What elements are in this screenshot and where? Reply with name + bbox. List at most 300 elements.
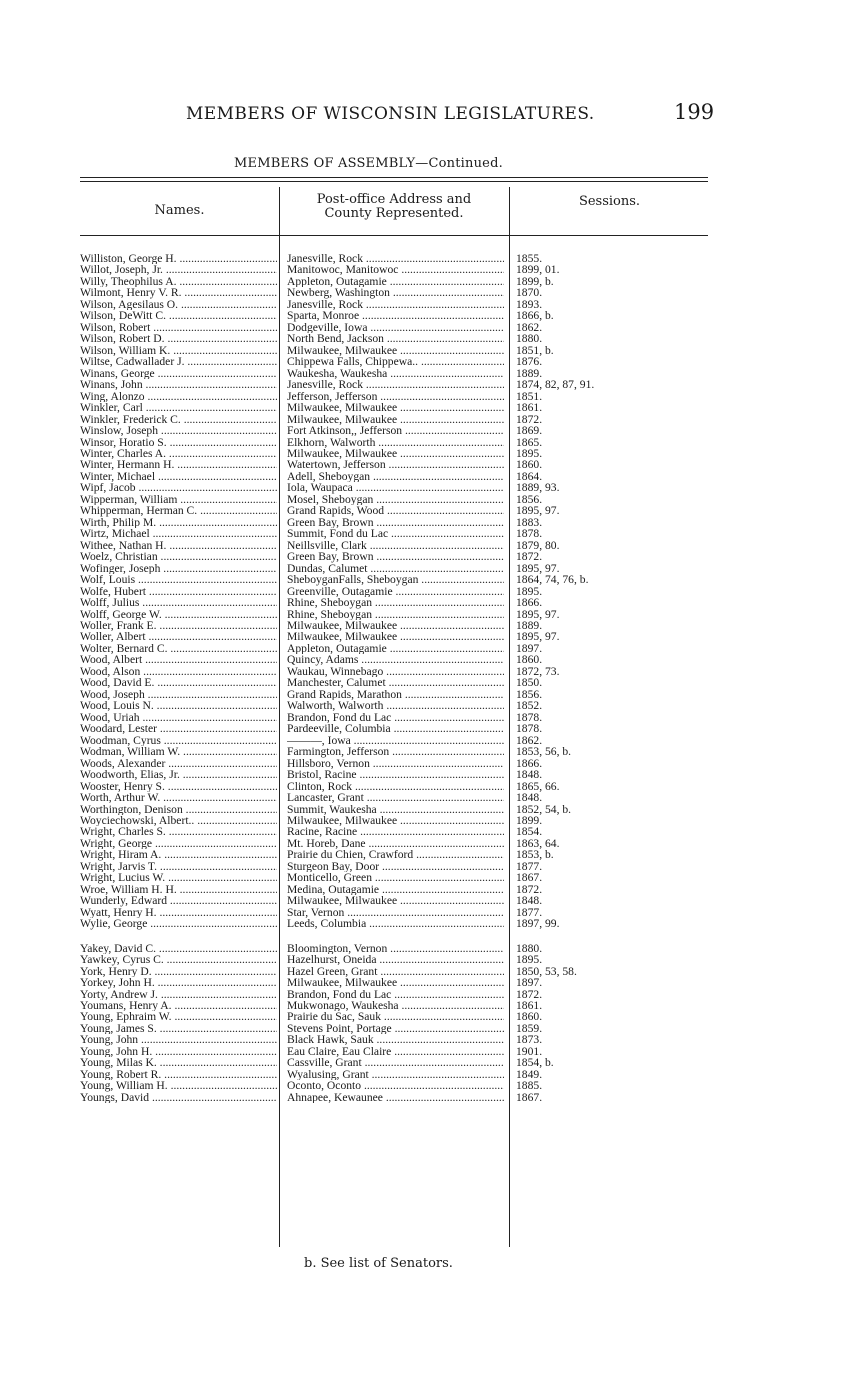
member-sessions: 1867. [516, 1091, 543, 1104]
member-address: Waukesha, Waukesha ..... [287, 368, 504, 379]
member-sessions: 1879, 80. [516, 539, 560, 552]
member-address: North Bend, Jackson ..... [287, 333, 504, 344]
table-row [80, 379, 700, 390]
member-sessions: 1895, 97. [516, 505, 560, 517]
table-row [80, 804, 700, 815]
member-sessions: 1870. [516, 287, 543, 299]
table-row [80, 872, 700, 883]
member-sessions: 1869. [516, 425, 543, 437]
table-row [80, 954, 700, 965]
member-name: Yorty, Andrew J. ..... [80, 989, 277, 1000]
table-row [80, 989, 700, 1000]
member-sessions: 1895. [516, 585, 543, 598]
member-name: Wofinger, Joseph ..... [80, 563, 277, 574]
table-row [80, 391, 700, 402]
table-row [80, 1034, 700, 1045]
member-sessions: 1883. [516, 516, 543, 529]
member-name: Winter, Michael ..... [80, 471, 277, 482]
member-sessions: 1852. [516, 700, 543, 712]
member-address: Sparta, Monroe ..... [287, 310, 504, 321]
member-address: Manitowoc, Manitowoc ..... [287, 264, 504, 275]
member-name: Wood, David E. ..... [80, 677, 277, 688]
table-row [80, 287, 700, 298]
member-address: Appleton, Outagamie ..... [287, 276, 504, 287]
member-address: Star, Vernon ..... [287, 907, 504, 918]
member-address: Sturgeon Bay, Door ..... [287, 861, 504, 872]
member-name: Wood, Louis N. ..... [80, 700, 277, 711]
member-name: Young, James S. ..... [80, 1023, 277, 1034]
table-row [80, 1000, 700, 1011]
table-row [80, 966, 700, 977]
member-sessions: 1867. [516, 872, 543, 884]
member-name: Wodman, William W. ..... [80, 746, 277, 757]
member-name: Wyatt, Henry H. ..... [80, 907, 277, 918]
member-sessions: 1848. [516, 895, 543, 907]
running-head [0, 100, 859, 128]
member-name: Winkler, Carl ..... [80, 402, 277, 413]
member-address: Iola, Waupaca ..... [287, 482, 504, 493]
table-row [80, 631, 700, 642]
member-name: Winans, John ..... [80, 379, 277, 390]
member-sessions: 1848. [516, 792, 543, 804]
member-address: Rhine, Sheboygan ..... [287, 609, 504, 620]
table-row [80, 322, 700, 333]
table-row [80, 792, 700, 803]
member-sessions: 1893. [516, 298, 543, 311]
member-address: Prairie du Chien, Crawford ..... [287, 849, 504, 860]
column-header-address [281, 193, 507, 221]
member-address: Janesville, Rock ..... [287, 253, 504, 264]
member-address: Milwaukee, Milwaukee ..... [287, 402, 504, 413]
member-name: Wolf, Louis ..... [80, 574, 277, 585]
member-name: Youngs, David ..... [80, 1092, 277, 1103]
table-row [80, 977, 700, 988]
member-sessions: 1895, 97. [516, 631, 560, 643]
member-name: Yakey, David C. ..... [80, 943, 277, 954]
member-address: Eau Claire, Eau Claire ..... [287, 1046, 504, 1057]
member-sessions: 1899, b. [516, 275, 554, 288]
member-address: Quincy, Adams ..... [287, 654, 504, 665]
table-row [80, 540, 700, 551]
member-address: Grand Rapids, Marathon ..... [287, 689, 504, 700]
member-name: Wolff, Julius ..... [80, 597, 277, 608]
member-sessions: 1895. [516, 954, 543, 966]
member-sessions: 1889. [516, 367, 543, 380]
member-name: Worth, Arthur W. ..... [80, 792, 277, 803]
member-address: Milwaukee, Milwaukee ..... [287, 977, 504, 988]
member-name: Wright, George ..... [80, 838, 277, 849]
member-address: Grand Rapids, Wood ..... [287, 505, 504, 516]
member-address: Wyalusing, Grant ..... [287, 1069, 504, 1080]
table-row [80, 620, 700, 631]
member-sessions: 1854. [516, 826, 543, 838]
member-sessions: 1860. [516, 1011, 543, 1023]
member-name: Winter, Charles A. ..... [80, 448, 277, 459]
member-name: Youmans, Henry A. ..... [80, 1000, 277, 1011]
member-sessions: 1851. [516, 390, 543, 403]
member-sessions: 1851, b. [516, 344, 554, 357]
member-address: Stevens Point, Portage ..... [287, 1023, 504, 1034]
table-row [80, 769, 700, 780]
table-row [80, 666, 700, 677]
member-name: Wright, Lucius W. ..... [80, 872, 277, 883]
member-name: Wooster, Henry S. ..... [80, 781, 277, 792]
member-address: Milwaukee, Milwaukee ..... [287, 895, 504, 906]
top-rule [80, 177, 708, 178]
member-address: Waukau, Winnebago ..... [287, 666, 504, 677]
table-row [80, 943, 700, 954]
member-sessions: 1878. [516, 528, 543, 540]
table-row [80, 1057, 700, 1068]
member-address: Oconto, Oconto ..... [287, 1080, 504, 1091]
member-name: Young, Robert R. ..... [80, 1069, 277, 1080]
member-sessions: 1874, 82, 87, 91. [516, 379, 595, 391]
page-number: 199 [674, 100, 715, 124]
member-sessions: 1877. [516, 860, 543, 873]
table-row [80, 471, 700, 482]
member-sessions: 1895. [516, 447, 543, 460]
member-sessions: 1849. [516, 1068, 543, 1081]
member-address: Janesville, Rock ..... [287, 379, 504, 390]
member-address: Medina, Outagamie ..... [287, 884, 504, 895]
member-name: Wilmont, Henry V. R. ..... [80, 287, 277, 298]
member-sessions: 1848. [516, 769, 543, 781]
member-name: Willot, Joseph, Jr. ..... [80, 264, 277, 275]
member-name: Young, John H. ..... [80, 1046, 277, 1057]
table-row [80, 528, 700, 539]
table-row [80, 517, 700, 528]
member-address: Milwaukee, Milwaukee ..... [287, 345, 504, 356]
top-rule-2 [80, 181, 708, 182]
member-name: Woodman, Cyrus ..... [80, 735, 277, 746]
table-row [80, 1069, 700, 1080]
table-row [80, 1080, 700, 1091]
member-address: Lancaster, Grant ..... [287, 792, 504, 803]
member-sessions: 1854, b. [516, 1057, 554, 1069]
member-name: Wright, Hiram A. ..... [80, 849, 277, 860]
member-address: Elkhorn, Walworth ..... [287, 437, 504, 448]
member-sessions: 1878. [516, 723, 543, 735]
table-row [80, 448, 700, 459]
member-name: Young, Milas K. ..... [80, 1057, 277, 1068]
member-address: Leeds, Columbia ..... [287, 918, 504, 929]
member-name: Woller, Frank E. ..... [80, 620, 277, 631]
table-row [80, 1011, 700, 1022]
member-address: Walworth, Walworth ..... [287, 700, 504, 711]
member-name: Wirth, Philip M. ..... [80, 517, 277, 528]
table-row [80, 735, 700, 746]
member-sessions: 1864. [516, 470, 543, 483]
member-name: Wilson, DeWitt C. ..... [80, 310, 277, 321]
table-row [80, 368, 700, 379]
table-row [80, 264, 700, 275]
table-row [80, 356, 700, 367]
member-sessions: 1880. [516, 942, 543, 955]
member-address: Brandon, Fond du Lac ..... [287, 712, 504, 723]
table-row [80, 838, 700, 849]
member-sessions: 1899, 01. [516, 264, 560, 276]
table-row [80, 299, 700, 310]
member-address: Bloomington, Vernon ..... [287, 943, 504, 954]
table-row [80, 253, 700, 264]
member-name: Woods, Alexander ..... [80, 758, 277, 769]
column-header-names: Names. [154, 203, 205, 218]
member-address: Fort Atkinson,, Jefferson ..... [287, 425, 504, 436]
column-header-address-line2: County Represented. [324, 206, 464, 221]
member-name: Wilson, Agesilaus O. ..... [80, 299, 277, 310]
member-name: Wolfe, Hubert ..... [80, 586, 277, 597]
member-address: Jefferson, Jefferson ..... [287, 391, 504, 402]
member-address: Hazelhurst, Oneida ..... [287, 954, 504, 965]
member-sessions: 1862. [516, 734, 543, 747]
member-sessions: 1856. [516, 493, 543, 506]
table-row [80, 918, 700, 929]
table-row [80, 551, 700, 562]
member-address: Mosel, Sheboygan ..... [287, 494, 504, 505]
member-name: Wipf, Jacob ..... [80, 482, 277, 493]
table-row [80, 1092, 700, 1103]
member-name: Wood, Joseph ..... [80, 689, 277, 700]
member-name: Young, William H. ..... [80, 1080, 277, 1091]
table-row [80, 643, 700, 654]
member-sessions: 1861. [516, 402, 543, 414]
table-row [80, 345, 700, 356]
member-name: Wilson, Robert D. ..... [80, 333, 277, 344]
member-sessions: 1865. [516, 436, 543, 448]
footnote: b. See list of Senators. [304, 1256, 453, 1271]
member-name: Woodard, Lester ..... [80, 723, 277, 734]
table-row [80, 574, 700, 585]
table-row [80, 276, 700, 287]
member-sessions: 1852, 54, b. [516, 803, 572, 815]
member-address: Milwaukee, Milwaukee ..... [287, 620, 504, 631]
member-name: Wroe, William H. H. ..... [80, 884, 277, 895]
table-row [80, 861, 700, 872]
member-address: Neillsville, Clark ..... [287, 540, 504, 551]
member-sessions: 1853, 56, b. [516, 746, 572, 758]
table-row [80, 494, 700, 505]
header-bottom-rule [80, 235, 708, 236]
member-address: Manchester, Calumet ..... [287, 677, 504, 688]
table-row [80, 723, 700, 734]
member-sessions: 1897, 99. [516, 918, 560, 930]
member-address: Dodgeville, Iowa ..... [287, 322, 504, 333]
member-sessions: 1872. [516, 413, 543, 426]
member-name: Wirtz, Michael ..... [80, 528, 277, 539]
member-address: Clinton, Rock ..... [287, 781, 504, 792]
member-name: Wunderly, Edward ..... [80, 895, 277, 906]
member-name: Wing, Alonzo ..... [80, 391, 277, 402]
table-row [80, 746, 700, 757]
column-header-address-line1: Post-office Address and [316, 192, 472, 207]
member-sessions: 1861. [516, 1000, 543, 1012]
member-address: Prairie du Sac, Sauk ..... [287, 1011, 504, 1022]
member-address: Hazel Green, Grant ..... [287, 966, 504, 977]
member-sessions: 1895, 97. [516, 562, 560, 575]
member-sessions: 1850. [516, 677, 543, 689]
member-name: Wipperman, William ..... [80, 494, 277, 505]
member-address: Green Bay, Brown ..... [287, 551, 504, 562]
member-table-body [80, 253, 700, 1103]
table-row [80, 815, 700, 826]
member-sessions: 1866, b. [516, 310, 554, 322]
table-row [80, 505, 700, 516]
member-name: Woller, Albert ..... [80, 631, 277, 642]
member-address: Appleton, Outagamie ..... [287, 643, 504, 654]
member-sessions: 1885. [516, 1080, 543, 1092]
member-address: Hillsboro, Vernon ..... [287, 758, 504, 769]
member-address: Janesville, Rock ..... [287, 299, 504, 310]
member-address: Bristol, Racine ..... [287, 769, 504, 780]
member-address: Watertown, Jefferson ..... [287, 459, 504, 470]
member-name: Wilson, William K. ..... [80, 345, 277, 356]
member-name: Williston, George H. ..... [80, 253, 277, 264]
member-sessions: 1860. [516, 654, 543, 666]
table-row [80, 609, 700, 620]
table-row [80, 333, 700, 344]
member-sessions: 1889. [516, 620, 543, 632]
table-row [80, 826, 700, 837]
member-name: Withee, Nathan H. ..... [80, 540, 277, 551]
member-address: Dundas, Calumet ..... [287, 563, 504, 574]
member-address: SheboyganFalls, Sheboygan ..... [287, 574, 504, 585]
table-row [80, 712, 700, 723]
member-sessions: 1899. [516, 814, 543, 827]
member-sessions: 1897. [516, 642, 543, 655]
table-row [80, 437, 700, 448]
member-name: Young, Ephraim W. ..... [80, 1011, 277, 1022]
member-sessions: 1872. [516, 988, 543, 1000]
table-row [80, 310, 700, 321]
table-row [80, 459, 700, 470]
section-title: MEMBERS OF ASSEMBLY—Continued. [234, 156, 503, 171]
member-address: Milwaukee, Milwaukee ..... [287, 815, 504, 826]
table-row [80, 1023, 700, 1034]
member-address: Cassville, Grant ..... [287, 1057, 504, 1068]
member-address: Chippewa Falls, Chippewa.. ..... [287, 356, 504, 367]
member-sessions: 1880. [516, 333, 543, 345]
member-address: Milwaukee, Milwaukee ..... [287, 414, 504, 425]
table-row [80, 402, 700, 413]
member-address: Mukwonago, Waukesha ..... [287, 1000, 504, 1011]
member-sessions: 1855. [516, 253, 543, 265]
member-name: Yorkey, John H. ..... [80, 977, 277, 988]
member-sessions: 1895, 97. [516, 608, 560, 620]
member-address: Milwaukee, Milwaukee ..... [287, 448, 504, 459]
member-sessions: 1865, 66. [516, 780, 560, 793]
member-address: Greenville, Outagamie ..... [287, 586, 504, 597]
member-sessions: 1866. [516, 597, 543, 609]
member-address: Newberg, Washington ..... [287, 287, 504, 298]
member-address: Black Hawk, Sauk ..... [287, 1034, 504, 1045]
table-row [80, 884, 700, 895]
member-name: Whipperman, Herman C. ..... [80, 505, 277, 516]
member-sessions: 1853, b. [516, 849, 554, 861]
member-name: Wright, Jarvis T. ..... [80, 861, 277, 872]
member-address: Racine, Racine ..... [287, 826, 504, 837]
member-sessions: 1876. [516, 356, 543, 368]
member-address: Pardeeville, Columbia ..... [287, 723, 504, 734]
table-row [80, 758, 700, 769]
table-row [80, 781, 700, 792]
member-name: Winsor, Horatio S. ..... [80, 437, 277, 448]
member-name: Wolter, Bernard C. ..... [80, 643, 277, 654]
member-sessions: 1872, 73. [516, 665, 560, 678]
member-address: Farmington, Jefferson ..... [287, 746, 504, 757]
member-address: Rhine, Sheboygan ..... [287, 597, 504, 608]
member-name: Winslow, Joseph ..... [80, 425, 277, 436]
member-address: Mt. Horeb, Dane ..... [287, 838, 504, 849]
member-sessions: 1878. [516, 711, 543, 724]
member-name: Wylie, George ..... [80, 918, 277, 929]
member-name: Young, John ..... [80, 1034, 277, 1045]
member-name: Winter, Hermann H. ..... [80, 459, 277, 470]
member-address: Green Bay, Brown ..... [287, 517, 504, 528]
member-sessions: 1872. [516, 883, 543, 896]
member-name: York, Henry D. ..... [80, 966, 277, 977]
member-name: Woodworth, Elias, Jr. ..... [80, 769, 277, 780]
member-address: Ahnapee, Kewaunee ..... [287, 1092, 504, 1103]
member-address: Monticello, Green ..... [287, 872, 504, 883]
member-address: Adell, Sheboygan ..... [287, 471, 504, 482]
member-name: Wood, Uriah ..... [80, 712, 277, 723]
member-sessions: 1863, 64. [516, 837, 560, 850]
table-row [80, 563, 700, 574]
table-row [80, 849, 700, 860]
member-name: Worthington, Denison ..... [80, 804, 277, 815]
member-address: Milwaukee, Milwaukee ..... [287, 631, 504, 642]
member-name: Wolff, George W. ..... [80, 609, 277, 620]
member-name: Wilson, Robert ..... [80, 322, 277, 333]
member-sessions: 1864, 74, 76, b. [516, 574, 589, 586]
member-name: Woyciechowski, Albert.. ..... [80, 815, 277, 826]
member-address: Summit, Waukesha ..... [287, 804, 504, 815]
member-sessions: 1866. [516, 757, 543, 770]
member-sessions: 1897. [516, 977, 543, 989]
member-address: Brandon, Fond du Lac ..... [287, 989, 504, 1000]
member-sessions: 1872. [516, 551, 543, 563]
table-row [80, 1046, 700, 1057]
table-row [80, 907, 700, 918]
member-address: Summit, Fond du Lac ..... [287, 528, 504, 539]
member-sessions: 1889, 93. [516, 482, 560, 494]
member-name: Winans, George ..... [80, 368, 277, 379]
member-name: Woelz, Christian ..... [80, 551, 277, 562]
member-sessions: 1901. [516, 1045, 543, 1058]
table-row [80, 597, 700, 608]
member-name: Wood, Albert ..... [80, 654, 277, 665]
member-name: Yawkey, Cyrus C. ..... [80, 954, 277, 965]
member-name: Willy, Theophilus A. ..... [80, 276, 277, 287]
member-name: Wood, Alson ..... [80, 666, 277, 677]
member-sessions: 1859. [516, 1022, 543, 1035]
member-address: ———, Iowa ..... [287, 735, 504, 746]
table-row [80, 654, 700, 665]
running-title: MEMBERS OF WISCONSIN LEGISLATURES. [186, 104, 595, 124]
member-sessions: 1856. [516, 688, 543, 701]
table-row [80, 586, 700, 597]
table-row [80, 482, 700, 493]
table-row [80, 425, 700, 436]
table-row [80, 689, 700, 700]
table-row [80, 895, 700, 906]
member-name: Wright, Charles S. ..... [80, 826, 277, 837]
table-row [80, 414, 700, 425]
member-sessions: 1877. [516, 906, 543, 919]
member-sessions: 1860. [516, 459, 543, 471]
table-row [80, 677, 700, 688]
member-sessions: 1850, 53, 58. [516, 965, 577, 978]
